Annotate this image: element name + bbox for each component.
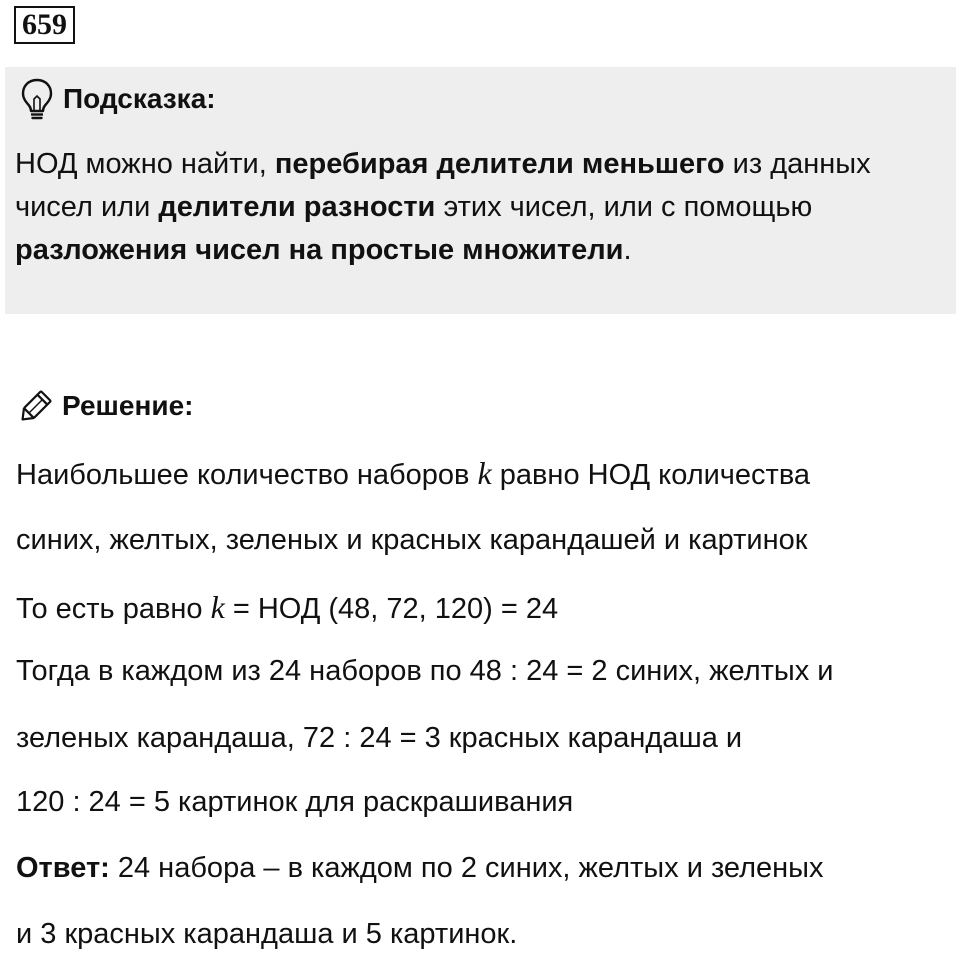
hint-text-part: из данных чисел или [15,148,871,223]
pencil-icon [16,386,56,426]
solution-text: Наибольшее количество наборов [16,459,478,491]
hint-text-part: НОД можно найти, [15,148,275,180]
hint-emphasis: делители разности [158,191,436,223]
hint-text-part: этих чисел, или с помощью [435,191,813,223]
answer-line: и 3 красных карандаша и 5 картинок. [16,918,518,950]
solution-title: Решение: [62,390,194,421]
solution-text: равно НОД количества [491,459,811,491]
hint-title: Подсказка: [63,83,216,114]
solution-line: Тогда в каждом из 24 наборов по 48 : 24 = 2 синих, желтых и [16,655,834,687]
solution-header [16,386,193,426]
hint-emphasis: перебирая делители меньшего [274,148,725,180]
variable-k: k [477,455,492,491]
solution-text: То есть равно [16,593,211,625]
variable-k: k [210,589,225,625]
hint-text-part: . [623,234,632,266]
solution-line [16,587,558,629]
solution-text: = НОД (48, 72, 120) = 24 [224,593,559,625]
lightbulb-icon [19,77,55,121]
hint-text [15,143,935,272]
solution-line: синих, желтых, зеленых и красных карандашей и картинок [16,524,808,556]
problem-number: 659 [14,6,75,44]
answer-line [16,848,824,888]
solution-line: зеленых карандаша, 72 : 24 = 3 красных карандаша и [16,722,743,754]
hint-emphasis: разложения чисел на простые множители [15,234,624,266]
solution-line [16,453,810,495]
hint-header [19,77,216,121]
answer-label: Ответ: [16,852,110,884]
hint-box [5,67,956,314]
answer-text: 24 набора – в каждом по 2 синих, желтых и зеленых [109,852,824,884]
solution-line: 120 : 24 = 5 картинок для раскрашивания [16,786,574,818]
